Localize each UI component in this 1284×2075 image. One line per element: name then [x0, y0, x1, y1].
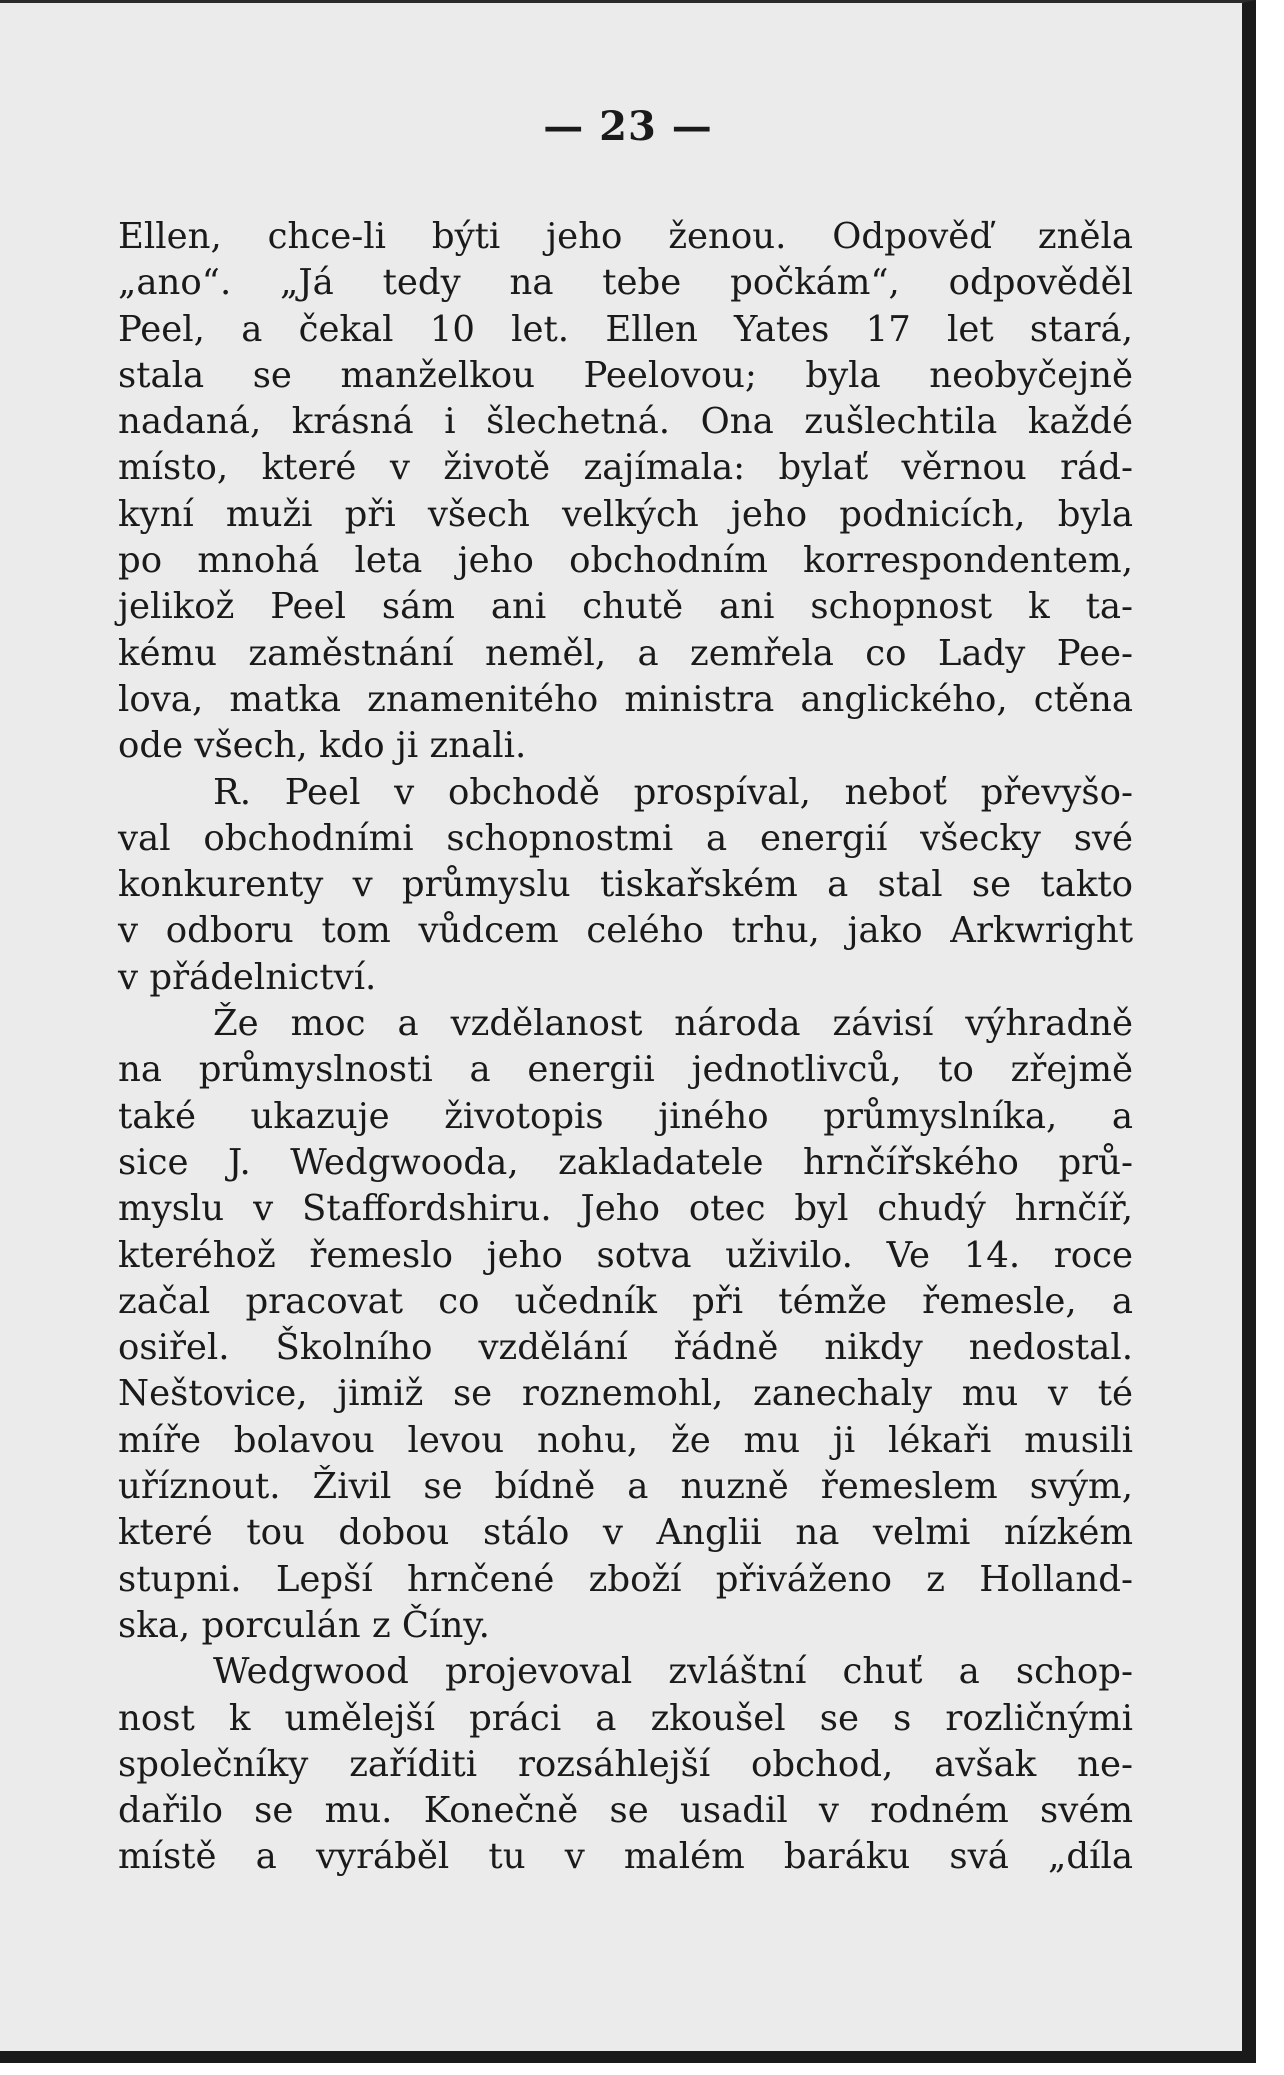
text-line: také ukazuje životopis jiného průmyslníka, a [118, 1095, 1133, 1137]
text-line: míře bolavou levou nohu, že mu ji lékaři musili [118, 1419, 1133, 1461]
text-line: „ano“. „Já tedy na tebe počkám“, odpověděl [118, 262, 1133, 304]
text-line: po mnohá leta jeho obchodním korrespondentem, [118, 540, 1133, 582]
text-line: val obchodními schopnostmi a energií všecky své [118, 817, 1133, 859]
text-line: Neštovice, jimiž se roznemohl, zanechaly mu v té [118, 1373, 1133, 1415]
text-line: Ellen, chce-li býti jeho ženou. Odpověď zněla [118, 216, 1133, 257]
text-line: na průmyslnosti a energii jednotlivců, to zřejmě [118, 1049, 1133, 1091]
text-line: sice J. Wedgwooda, zakladatele hrnčířského prů- [118, 1141, 1133, 1183]
text-line: nost k umělejší práci a zkoušel se s rozličnými [118, 1697, 1133, 1739]
text-line: R. Peel v obchodě prospíval, neboť převyšo- [213, 771, 1133, 813]
text-line: ska, porculán z Číny. [118, 1604, 490, 1646]
text-line: Peel, a čekal 10 let. Ellen Yates 17 let stará, [118, 308, 1133, 350]
text-line: jelikož Peel sám ani chutě ani schopnost k ta- [118, 586, 1133, 628]
text-line: uříznout. Živil se bídně a nuzně řemeslem svým, [118, 1466, 1133, 1508]
page-number: — 23 — [543, 103, 713, 150]
text-line: začal pracovat co učedník při témže řemesle, a [118, 1280, 1133, 1322]
text-line: myslu v Staffordshiru. Jeho otec byl chudý hrnčíř, [118, 1188, 1133, 1230]
body-text [118, 214, 1133, 1881]
text-line: v přádelnictví. [118, 956, 377, 998]
text-line: místo, které v životě zajímala: bylať věrnou rád- [118, 447, 1133, 489]
text-line: lova, matka znamenitého ministra anglického, ctěna [118, 678, 1133, 720]
text-line: stupni. Lepší hrnčené zboží přiváženo z Holland- [118, 1558, 1133, 1600]
text-line: v odboru tom vůdcem celého trhu, jako Arkwright [118, 910, 1133, 952]
text-line: osiřel. Školního vzdělání řádně nikdy nedostal. [118, 1327, 1133, 1369]
text-line: kému zaměstnání neměl, a zemřela co Lady Pee- [118, 632, 1133, 674]
text-line: Že moc a vzdělanost národa závisí výhradně [213, 1003, 1133, 1045]
text-line: dařilo se mu. Konečně se usadil v rodném svém [118, 1790, 1133, 1832]
text-line: stala se manželkou Peelovou; byla neobyčejně [118, 354, 1133, 396]
text-line: místě a vyráběl tu v malém baráku svá „díla [118, 1836, 1133, 1878]
text-line: nadaná, krásná i šlechetná. Ona zušlechtila každé [118, 401, 1133, 443]
text-line: které tou dobou stálo v Anglii na velmi nízkém [118, 1512, 1133, 1554]
text-line: ode všech, kdo ji znali. [118, 725, 527, 767]
text-line: konkurenty v průmyslu tiskařském a stal se takto [118, 864, 1133, 906]
text-line: Wedgwood projevoval zvláštní chuť a schop- [213, 1651, 1133, 1693]
text-line: společníky zaříditi rozsáhlejší obchod, avšak ne- [118, 1743, 1133, 1785]
text-line: kteréhož řemeslo jeho sotva uživilo. Ve 14. roce [118, 1234, 1133, 1276]
text-line: kyní muži při všech velkých jeho podnicích, byla [118, 493, 1133, 535]
